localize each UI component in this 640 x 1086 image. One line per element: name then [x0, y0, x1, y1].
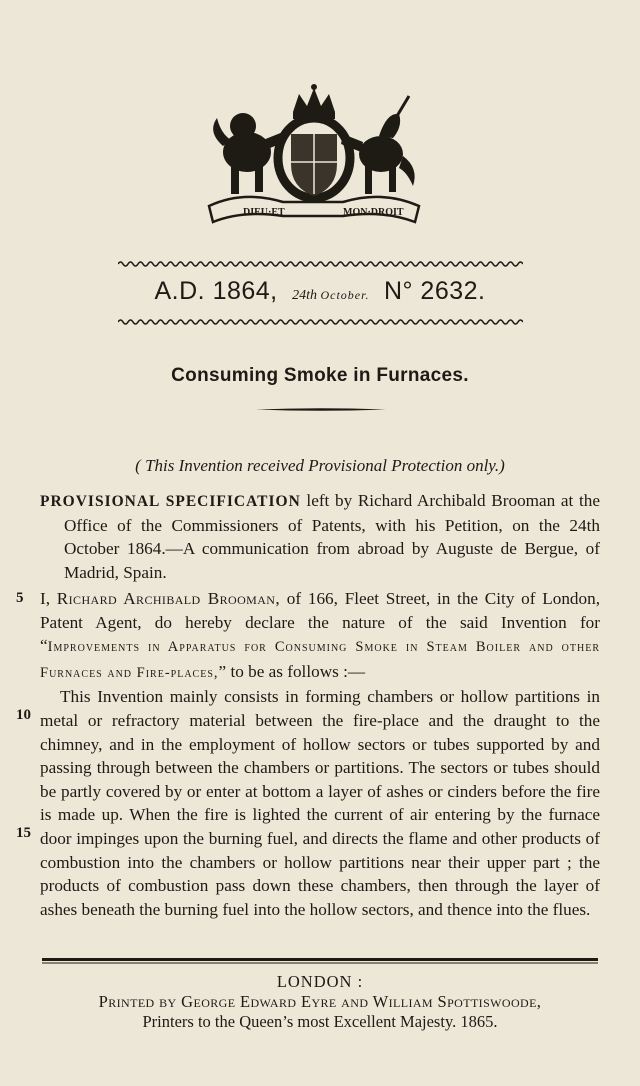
- applicant-name: Richard Archibald Brooman,: [56, 589, 281, 608]
- imprint-city: LONDON :: [276, 972, 364, 991]
- patent-number: N° 2632.: [383, 277, 486, 305]
- svg-text:DIEU·ET: DIEU·ET: [243, 207, 285, 218]
- patent-date: 24th October.: [292, 288, 370, 303]
- document-title: Consuming Smoke in Furnaces.: [171, 365, 469, 386]
- intro-text: left by Richard Archibald Brooman at the Office of the Commissioners of Patents, with his Petition, on the 24th October 1864.—A communication from abroad by Auguste de Bergue, of Madrid, Spain.: [64, 491, 600, 582]
- patent-header: [0, 277, 640, 306]
- provisional-specification-intro: [40, 489, 600, 584]
- line-number: 5: [16, 590, 24, 606]
- header-rule-bottom: [118, 318, 523, 326]
- invention-title: Improvements in Apparatus for Consuming Smoke in Steam Boiler and other Furnaces and Fire-places,: [40, 639, 600, 681]
- title-rule: [256, 408, 386, 411]
- specification-label: PROVISIONAL SPECIFICATION: [40, 493, 301, 510]
- svg-text:MON·DROIT: MON·DROIT: [343, 207, 404, 218]
- description-paragraph: This Invention mainly consists in forming chambers or hollow partitions in metal or refractory material between the fire-place and the draught to the chimney, and in the employment of hollow sectors or tubes supported by and passing through between the chambers or partitions. The sectors or tubes should be partly covered by or enter at bottom a layer of ashes or cinders before the fire is made up. When the fire is lighted the current of air entering by the furnace door impinges upon the burning fuel, and directs the flame and other products of combustion into the chambers or hollow partitions near their upper part ; the products of combustion pass down these chambers, then through the layer of ashes beneath the burning fuel into the hollow sectors, and thence into the flues.: [40, 687, 600, 919]
- declaration-paragraph: I, Richard Archibald Brooman, of 166, Fleet Street, in the City of London, Patent Agent, do hereby declare the nature of the said Invention for “Improvements in Apparatus for Consuming Smoke in Steam Boiler and other Furnaces and Fire-places,” to be as follows :—: [40, 589, 600, 681]
- imprint-printed-by: Printed by George Edward Eyre and William Spottiswoode,: [98, 992, 542, 1011]
- protection-note: ( This Invention received Provisional Protection only.): [135, 456, 505, 475]
- line-number: 15: [16, 825, 31, 841]
- line-number: 10: [16, 707, 31, 723]
- imprint-printers-to: Printers to the Queen’s most Excellent Majesty. 1865.: [142, 1012, 498, 1031]
- footer-rule: [42, 958, 598, 964]
- printer-imprint: [0, 972, 640, 1032]
- royal-arms-seal: [203, 82, 425, 230]
- specification-body: [40, 587, 600, 921]
- header-rule-top: [118, 260, 523, 268]
- year-label: A.D. 1864,: [154, 277, 278, 305]
